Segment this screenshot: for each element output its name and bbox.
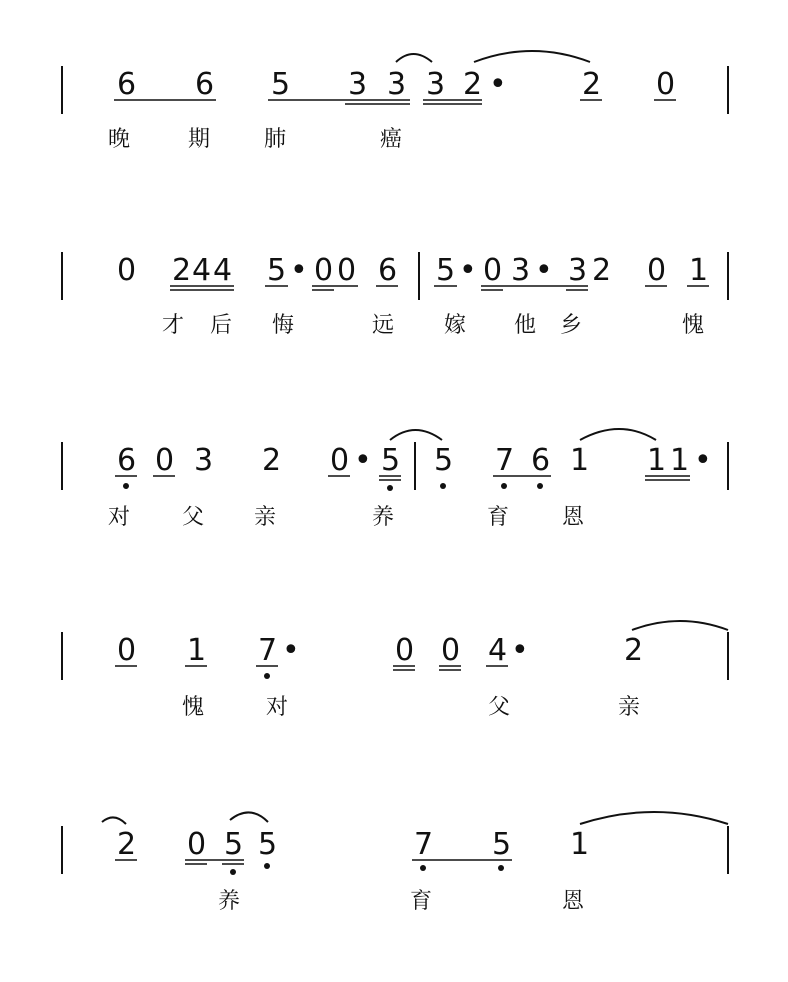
slur xyxy=(230,812,268,822)
note: 0 xyxy=(117,253,137,288)
slur xyxy=(580,812,728,824)
note: 1 xyxy=(670,443,690,478)
note: 1 xyxy=(689,253,709,288)
note: 3 xyxy=(511,253,531,288)
note: 6 xyxy=(378,253,398,288)
note: 4 xyxy=(192,253,212,288)
note: 7 xyxy=(258,633,278,668)
note: 7 xyxy=(414,827,434,862)
lyric: 育 xyxy=(487,505,510,530)
lyric: 对 xyxy=(108,505,131,530)
note: 0 xyxy=(441,633,461,668)
lyric: 亲 xyxy=(254,505,277,530)
note: 1 xyxy=(187,633,207,668)
lyric: 悔 xyxy=(272,313,295,338)
lyric: 父 xyxy=(488,695,511,720)
note: 0 xyxy=(330,443,350,478)
augmentation-dot: • xyxy=(694,443,712,478)
low-octave-dot xyxy=(420,865,426,871)
note: 2 xyxy=(262,443,282,478)
note: 2 xyxy=(172,253,192,288)
note: 3 xyxy=(348,67,368,102)
note: 2 xyxy=(117,827,137,862)
note: 3 xyxy=(194,443,214,478)
slur xyxy=(102,817,126,824)
note: 6 xyxy=(531,443,551,478)
system-3 xyxy=(62,429,728,530)
note: 4 xyxy=(488,633,508,668)
lyric: 亲 xyxy=(618,695,641,720)
note: 3 xyxy=(387,67,407,102)
lyric: 父 xyxy=(182,505,205,530)
note: 5 xyxy=(258,827,278,862)
note: 0 xyxy=(647,253,667,288)
slur xyxy=(474,51,590,62)
note: 4 xyxy=(213,253,233,288)
lyric: 养 xyxy=(372,505,395,530)
low-octave-dot xyxy=(264,863,270,869)
system-1 xyxy=(62,51,728,152)
note: 0 xyxy=(483,253,503,288)
lyric: 才 xyxy=(162,313,185,338)
note: 0 xyxy=(337,253,357,288)
note: 0 xyxy=(395,633,415,668)
note: 2 xyxy=(463,67,483,102)
slur xyxy=(396,54,432,62)
note: 2 xyxy=(582,67,602,102)
lyric: 养 xyxy=(218,889,241,914)
note: 2 xyxy=(592,253,612,288)
note: 1 xyxy=(570,827,590,862)
lyric: 后 xyxy=(210,313,233,338)
note: 0 xyxy=(117,633,137,668)
lyric: 愧 xyxy=(182,695,205,720)
lyric: 乡 xyxy=(560,313,583,338)
lyric: 愧 xyxy=(682,313,705,338)
note: 1 xyxy=(647,443,667,478)
lyric: 育 xyxy=(410,889,433,914)
low-octave-dot xyxy=(501,483,507,489)
note: 3 xyxy=(426,67,446,102)
augmentation-dot: • xyxy=(282,633,300,668)
note: 7 xyxy=(495,443,515,478)
system-2 xyxy=(62,252,728,338)
slur xyxy=(632,621,728,630)
lyric: 晚 xyxy=(108,127,131,152)
lyric: 远 xyxy=(372,313,395,338)
lyric: 他 xyxy=(514,313,537,338)
low-octave-dot xyxy=(440,483,446,489)
lyric: 对 xyxy=(266,695,289,720)
augmentation-dot: • xyxy=(535,253,553,288)
note: 5 xyxy=(492,827,512,862)
lyric: 嫁 xyxy=(444,313,467,338)
note: 6 xyxy=(117,443,137,478)
note: 5 xyxy=(434,443,454,478)
note: 5 xyxy=(267,253,287,288)
lyric: 肺 xyxy=(264,127,287,152)
augmentation-dot: • xyxy=(354,443,372,478)
low-octave-dot xyxy=(498,865,504,871)
augmentation-dot: • xyxy=(459,253,477,288)
note: 0 xyxy=(656,67,676,102)
note: 0 xyxy=(187,827,207,862)
note: 6 xyxy=(195,67,215,102)
note: 6 xyxy=(117,67,137,102)
augmentation-dot: • xyxy=(290,253,308,288)
low-octave-dot xyxy=(230,869,236,875)
note: 1 xyxy=(570,443,590,478)
lyric: 癌 xyxy=(380,127,403,152)
lyric: 期 xyxy=(188,127,211,152)
note: 0 xyxy=(314,253,334,288)
system-4 xyxy=(62,621,728,720)
low-octave-dot xyxy=(123,483,129,489)
note: 2 xyxy=(624,633,644,668)
lyric: 恩 xyxy=(562,505,585,530)
low-octave-dot xyxy=(264,673,270,679)
slur xyxy=(580,429,656,440)
low-octave-dot xyxy=(387,485,393,491)
note: 5 xyxy=(224,827,244,862)
note: 3 xyxy=(568,253,588,288)
note: 5 xyxy=(271,67,291,102)
note: 5 xyxy=(436,253,456,288)
low-octave-dot xyxy=(537,483,543,489)
lyric: 恩 xyxy=(562,889,585,914)
slur xyxy=(390,430,442,440)
augmentation-dot: • xyxy=(511,633,529,668)
augmentation-dot: • xyxy=(489,67,507,102)
note: 5 xyxy=(381,443,401,478)
system-5 xyxy=(62,812,728,914)
note: 0 xyxy=(155,443,175,478)
